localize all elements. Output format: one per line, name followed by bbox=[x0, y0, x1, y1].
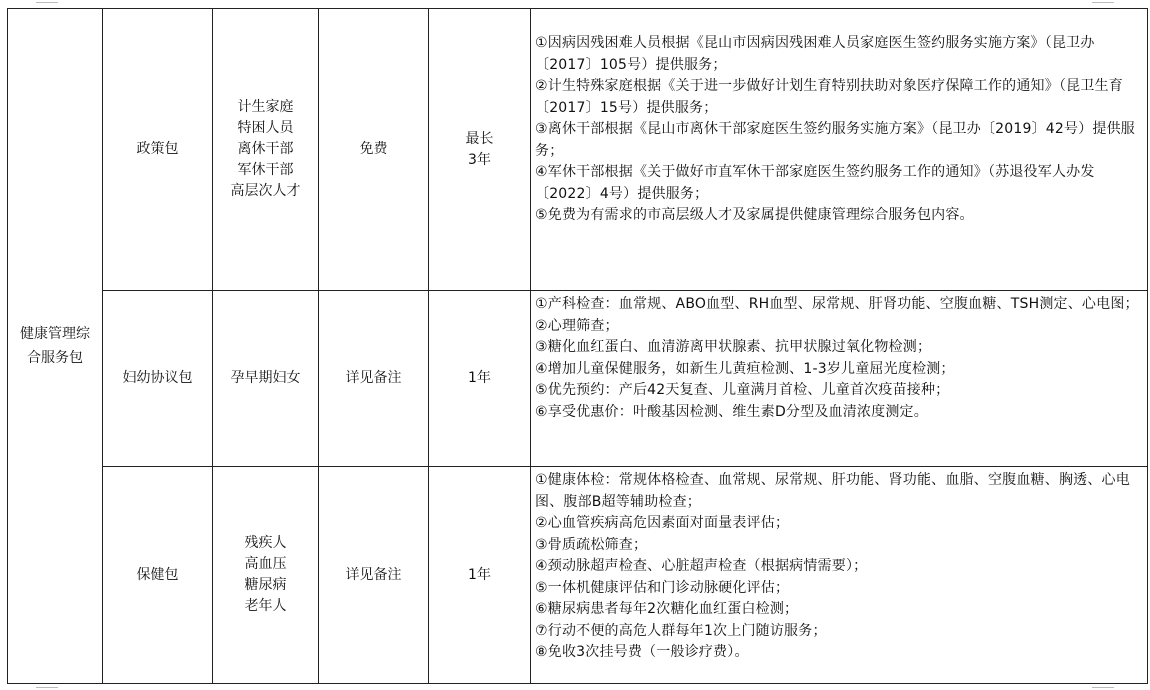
package-name: 政策包 bbox=[103, 9, 213, 291]
note-item: ⑤优先预约：产后42天复查、儿童满月首检、儿童首次疫苗接种； bbox=[535, 382, 950, 398]
note-item: ②计生特殊家庭根据《关于进一步做好计划生育特别扶助对象医疗保障工作的通知》（昆卫生育〔2017〕15号）提供服务； bbox=[535, 78, 1123, 116]
note-item: ⑤免费为有需求的市高层级人才及家属提供健康管理综合服务包内容。 bbox=[535, 207, 974, 223]
target-group: 军休干部 bbox=[237, 162, 294, 178]
note-item: ②心理筛查； bbox=[535, 317, 619, 334]
target-group: 孕早期妇女 bbox=[230, 370, 301, 386]
target-groups bbox=[213, 9, 319, 291]
note-item: ①产科检查：血常规、ABO血型、RH血型、尿常规、肝肾功能、空腹血糖、TSH测定、心电图； bbox=[535, 296, 1139, 312]
target-groups bbox=[213, 291, 319, 467]
service-period bbox=[429, 467, 531, 684]
category-label: 健康管理综合服务包 bbox=[20, 326, 90, 366]
service-period bbox=[429, 9, 531, 291]
note-item: ⑤一体机健康评估和门诊动脉硬化评估； bbox=[535, 579, 790, 596]
page-corner-mark bbox=[36, 687, 58, 688]
target-group: 计生家庭 bbox=[237, 99, 294, 115]
page-corner-mark bbox=[36, 2, 58, 3]
table-row bbox=[8, 291, 1148, 467]
target-group: 残疾人 bbox=[244, 535, 287, 551]
period-line: 1年 bbox=[468, 370, 491, 386]
package-name: 妇幼协议包 bbox=[103, 291, 213, 467]
target-group: 老年人 bbox=[244, 598, 287, 614]
period-line: 3年 bbox=[468, 151, 491, 168]
page-corner-mark bbox=[1092, 687, 1114, 688]
note-item: ④军休干部根据《关于做好市直军休干部家庭医生签约服务工作的通知》（苏退役军人办发〔2022〕4号）提供服务； bbox=[535, 164, 1095, 202]
service-period bbox=[429, 291, 531, 467]
notes-cell bbox=[531, 9, 1148, 291]
notes-cell bbox=[531, 467, 1148, 684]
fee: 免费 bbox=[319, 9, 429, 291]
note-item: ③离休干部根据《昆山市离休干部家庭医生签约服务实施方案》（昆卫办〔2019〕42号）提供服务； bbox=[535, 121, 1135, 159]
target-groups bbox=[213, 467, 319, 684]
target-group: 高血压 bbox=[244, 556, 287, 572]
fee: 详见备注 bbox=[319, 291, 429, 467]
table-row bbox=[8, 467, 1148, 684]
note-item: ④增加儿童保健服务，如新生儿黄疸检测、1-3岁儿童屈光度检测； bbox=[535, 360, 955, 377]
fee: 详见备注 bbox=[319, 467, 429, 684]
period-line: 1年 bbox=[468, 566, 491, 583]
target-group: 离休干部 bbox=[237, 141, 294, 157]
note-item: ①因病因残困难人员根据《昆山市因病因残困难人员家庭医生签约服务实施方案》（昆卫办〔2017〕105号）提供服务； bbox=[535, 35, 1095, 73]
service-package-table bbox=[7, 8, 1148, 684]
target-group: 特困人员 bbox=[237, 120, 294, 136]
target-group: 糖尿病 bbox=[244, 577, 287, 593]
notes-cell bbox=[531, 291, 1148, 467]
target-group: 高层次人才 bbox=[230, 183, 301, 199]
note-item: ②心血管疾病高危因素面对面量表评估； bbox=[535, 515, 790, 531]
note-item: ③骨质疏松筛查； bbox=[535, 536, 648, 553]
page-corner-mark bbox=[1092, 2, 1114, 3]
note-item: ⑧免收3次挂号费（一般诊疗费）。 bbox=[535, 644, 749, 660]
note-item: ③糖化血红蛋白、血清游离甲状腺素、抗甲状腺过氧化物检测； bbox=[535, 339, 932, 355]
note-item: ⑥享受优惠价：叶酸基因检测、维生素D分型及血清浓度测定。 bbox=[535, 403, 928, 420]
period-line: 最长 bbox=[465, 130, 494, 147]
category-cell bbox=[8, 9, 103, 684]
package-name: 保健包 bbox=[103, 467, 213, 684]
note-item: ①健康体检：常规体格检查、血常规、尿常规、肝功能、肾功能、血脂、空腹血糖、胸透、心电图、腹部B超等辅助检查； bbox=[535, 472, 1130, 510]
table-row bbox=[8, 9, 1148, 291]
note-item: ⑥糖尿病患者每年2次糖化血红蛋白检测； bbox=[535, 601, 799, 617]
note-item: ④颈动脉超声检查、心脏超声检查（根据病情需要）； bbox=[535, 558, 868, 574]
note-item: ⑦行动不便的高危人群每年1次上门随访服务； bbox=[535, 622, 827, 639]
